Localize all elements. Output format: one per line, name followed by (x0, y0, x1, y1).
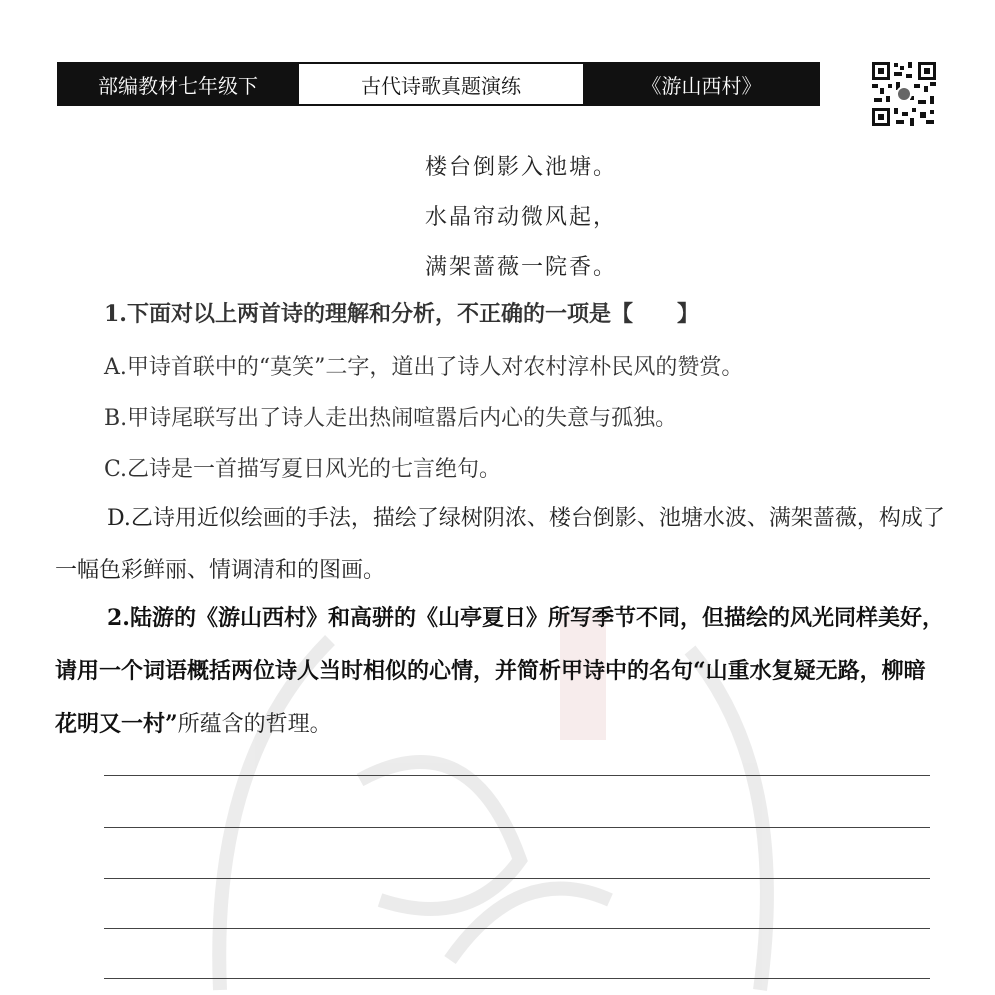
header-topic: 古代诗歌真题演练 (297, 64, 585, 104)
option-b: B.甲诗尾联写出了诗人走出热闹喧嚣后内心的失意与孤独。 (104, 406, 678, 431)
header-poem-title: 《游山西村》 (585, 64, 818, 104)
question-2-stem-end: 所蕴含的哲理。 (177, 712, 332, 737)
header-bar (57, 62, 820, 106)
answer-line[interactable] (104, 928, 930, 929)
header-grade: 部编教材七年级下 (59, 64, 297, 104)
answer-line[interactable] (104, 978, 930, 979)
question-1-stem: 1.下面对以上两首诗的理解和分析，不正确的一项是【 】 (104, 301, 699, 327)
poem-line: 楼台倒影入池塘。 (425, 155, 618, 180)
poem-line: 水晶帘动微风起， (425, 205, 618, 230)
answer-line[interactable] (104, 878, 930, 879)
answer-line[interactable] (104, 775, 930, 776)
question-2-stem: 2.陆游的《游山西村》和高骈的《山亭夏日》所写季节不同，但描绘的风光同样美好，请用一个词语概括两位诗人当时相似的心情，并简析甲诗中的名句“山重水复疑无路，柳暗花明又一村” (55, 605, 944, 737)
option-d: D.乙诗用近似绘画的手法，描绘了绿树阴浓、楼台倒影、池塘水波、满架蔷薇，构成了一幅色彩鲜丽、情调清和的图画。 (55, 506, 945, 583)
qr-code-icon[interactable] (870, 60, 938, 128)
question-2 (55, 592, 945, 751)
poem-line: 满架蔷薇一院香。 (425, 255, 618, 280)
option-a: A.甲诗首联中的“莫笑”二字，道出了诗人对农村淳朴民风的赞赏。 (104, 355, 744, 380)
answer-line[interactable] (104, 827, 930, 828)
option-c: C.乙诗是一首描写夏日风光的七言绝句。 (104, 457, 502, 482)
